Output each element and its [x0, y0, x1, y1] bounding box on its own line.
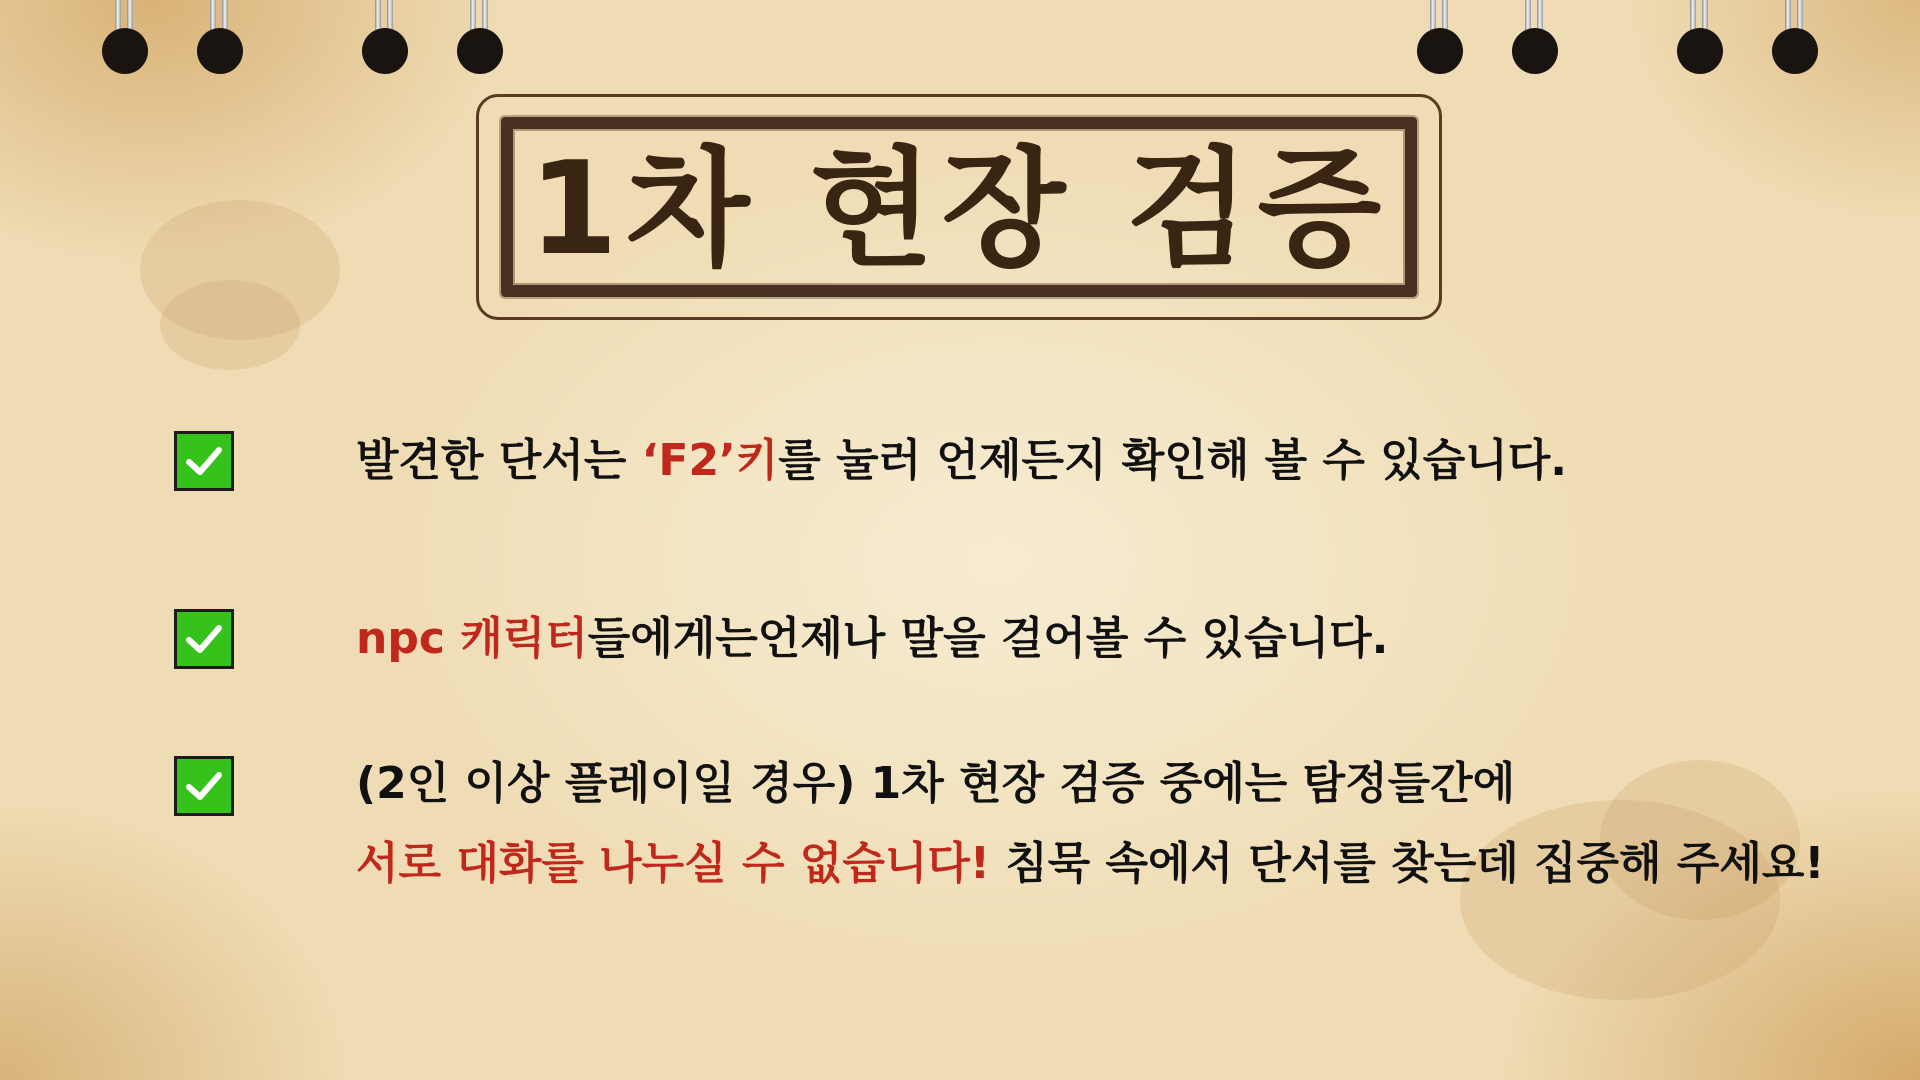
rule-text-line — [356, 824, 1824, 904]
rule-text-plain: 발견한 단서는 — [356, 435, 642, 486]
binder-ring-icon — [1511, 0, 1559, 80]
binder-ring-icon — [196, 0, 244, 80]
rule-text-plain: 를 눌러 언제든지 확인해 볼 수 있습니다. — [778, 435, 1567, 486]
rule-text-highlight: ‘F2’키 — [641, 435, 779, 486]
rule-text — [356, 421, 1567, 501]
rule-text-plain: 들에게는언제나 말을 걸어볼 수 있습니다. — [587, 613, 1389, 664]
rule-item-f2-clues — [174, 431, 1567, 501]
binder-ring-icon — [456, 0, 504, 80]
paper-stain — [160, 280, 300, 370]
title-stamp — [476, 94, 1442, 320]
binder-ring-icon — [1676, 0, 1724, 80]
binder-ring-icon — [1416, 0, 1464, 80]
page-title: 1차 현장 검증 — [528, 135, 1390, 284]
binder-ring-icon — [1771, 0, 1819, 80]
binder-ring-icon — [101, 0, 149, 80]
rule-item-no-talking — [174, 756, 1824, 904]
rule-text-plain: (2인 이상 플레이일 경우) 1차 현장 검증 중에는 탐정들간에 — [356, 758, 1516, 809]
checkmark-icon — [174, 609, 234, 669]
checkmark-icon — [174, 756, 234, 816]
rule-text — [356, 744, 1824, 904]
rule-text-plain: 침묵 속에서 단서를 찾는데 집중해 주세요! — [989, 838, 1825, 889]
binder-ring-icon — [361, 0, 409, 80]
rule-text-line — [356, 744, 1824, 824]
rule-item-npc — [174, 609, 1388, 679]
rule-text-highlight: npc 캐릭터 — [356, 613, 588, 664]
checkmark-icon — [174, 431, 234, 491]
rule-text — [356, 599, 1388, 679]
title-stamp-inner — [501, 117, 1417, 297]
rule-text-highlight: 서로 대화를 나누실 수 없습니다! — [356, 838, 990, 889]
